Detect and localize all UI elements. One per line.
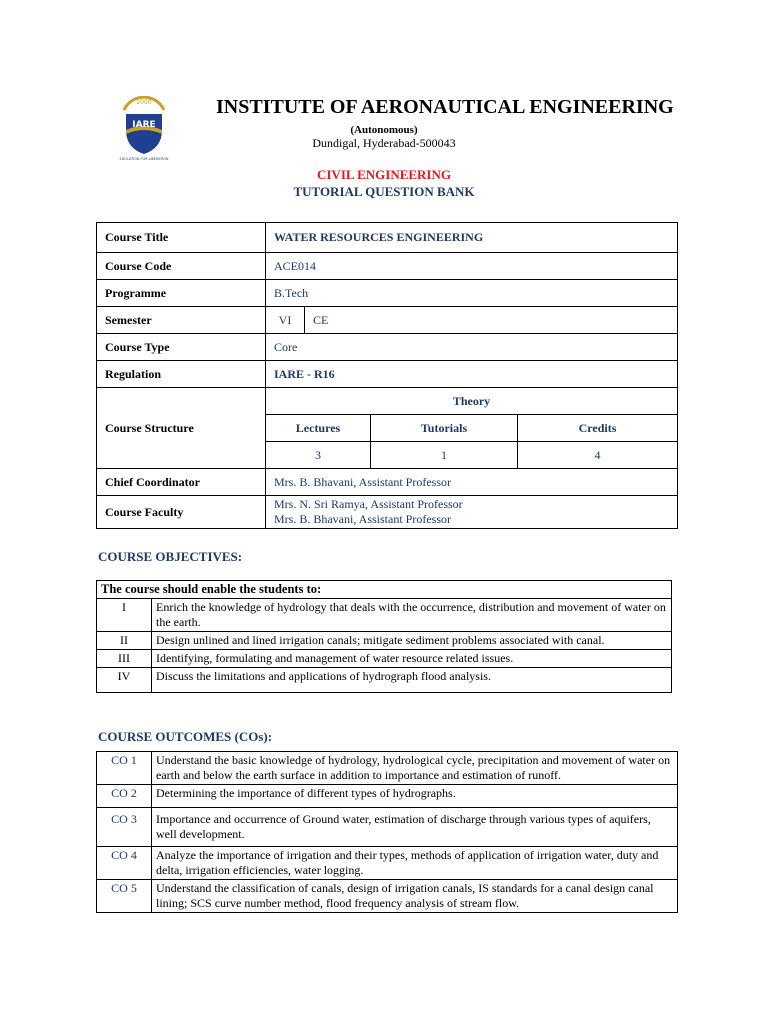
tutorials-value: 1 <box>371 442 518 469</box>
row-chief-coordinator <box>97 469 678 496</box>
outcome-number: CO 2 <box>97 785 152 808</box>
chief-coordinator-value: Mrs. B. Bhavani, Assistant Professor <box>266 469 678 496</box>
programme-value: B.Tech <box>266 280 678 307</box>
outcome-number: CO 5 <box>97 880 152 913</box>
course-structure-label: Course Structure <box>97 388 266 469</box>
logo-ring-bottom: EDUCATION FOR LIBERATION <box>119 157 169 161</box>
objective-number: II <box>97 632 152 650</box>
course-info-table <box>96 222 678 529</box>
course-code-value: ACE014 <box>266 253 678 280</box>
objective-number: I <box>97 599 152 632</box>
row-course-title <box>97 223 678 253</box>
outcome-row <box>97 752 678 785</box>
objectives-table <box>96 580 672 693</box>
objective-text: Design unlined and lined irrigation canals; mitigate sediment problems associated with canal. <box>152 632 672 650</box>
objective-text: Identifying, formulating and management of water resource related issues. <box>152 650 672 668</box>
logo-ring-top: 2000 <box>136 99 152 106</box>
document-title: TUTORIAL QUESTION BANK <box>293 184 475 199</box>
semester-cell <box>266 307 678 334</box>
objective-number: III <box>97 650 152 668</box>
outcome-number: CO 1 <box>97 752 152 785</box>
outcome-text: Analyze the importance of irrigation and their types, methods of application of irrigation water, duty and delta, irrigation efficiencies, water logging. <box>152 847 678 880</box>
institute-address: Dundigal, Hyderabad-500043 <box>312 136 456 150</box>
tutorials-label: Tutorials <box>371 415 518 442</box>
outcomes-table <box>96 751 678 913</box>
objectives-intro: The course should enable the students to: <box>97 581 672 599</box>
objectives-header-row <box>97 581 672 599</box>
outcome-row <box>97 808 678 847</box>
objective-row <box>97 632 672 650</box>
faculty-member: Mrs. N. Sri Ramya, Assistant Professor <box>274 497 463 511</box>
objective-number: IV <box>97 668 152 693</box>
outcome-text: Determining the importance of different types of hydrographs. <box>152 785 678 808</box>
chief-coordinator-label: Chief Coordinator <box>97 469 266 496</box>
row-course-faculty <box>97 496 678 529</box>
institute-name: INSTITUTE OF AERONAUTICAL ENGINEERING <box>216 96 674 118</box>
lectures-value: 3 <box>266 442 371 469</box>
objective-row <box>97 650 672 668</box>
semester-label: Semester <box>97 307 266 334</box>
row-course-code <box>97 253 678 280</box>
objective-text: Discuss the limitations and applications of hydrograph flood analysis. <box>152 668 672 693</box>
department-title: CIVIL ENGINEERING <box>316 167 451 182</box>
row-course-structure <box>97 388 678 469</box>
row-course-type <box>97 334 678 361</box>
semester-inner <box>266 307 677 333</box>
objective-text: Enrich the knowledge of hydrology that deals with the occurrence, distribution and movement of water on the earth. <box>152 599 672 632</box>
outcomes-title: COURSE OUTCOMES (COs): <box>98 729 273 744</box>
document-header <box>0 90 768 210</box>
objective-row <box>97 668 672 693</box>
semester-value: VI <box>278 312 292 327</box>
course-faculty-label: Course Faculty <box>97 496 266 529</box>
faculty-member: Mrs. B. Bhavani, Assistant Professor <box>274 512 451 526</box>
regulation-value: IARE - R16 <box>266 361 678 388</box>
course-title-value: WATER RESOURCES ENGINEERING <box>266 223 678 253</box>
outcome-text: Understand the basic knowledge of hydrology, hydrological cycle, precipitation and movement of water on earth and below the earth surface in addition to importance and estimation of runoff. <box>152 752 678 785</box>
outcome-row <box>97 847 678 880</box>
regulation-label: Regulation <box>97 361 266 388</box>
course-title-label: Course Title <box>97 223 266 253</box>
row-regulation <box>97 361 678 388</box>
objectives-title: COURSE OBJECTIVES: <box>98 549 243 564</box>
lectures-label: Lectures <box>266 415 371 442</box>
logo-text: IARE <box>132 120 156 130</box>
course-code-label: Course Code <box>97 253 266 280</box>
structure-heading: Theory <box>452 393 491 408</box>
course-type-value: Core <box>266 334 678 361</box>
structure-inner <box>266 388 677 468</box>
row-semester <box>97 307 678 334</box>
outcome-text: Importance and occurrence of Ground water, estimation of discharge through various types of aquifers, well development. <box>152 808 678 847</box>
branch-value: CE <box>305 307 678 333</box>
autonomous-label: (Autonomous) <box>350 124 418 136</box>
credits-value: 4 <box>518 442 678 469</box>
outcome-row <box>97 880 678 913</box>
credits-label: Credits <box>518 415 678 442</box>
objective-row <box>97 599 672 632</box>
outcome-row <box>97 785 678 808</box>
programme-label: Programme <box>97 280 266 307</box>
row-programme <box>97 280 678 307</box>
outcome-number: CO 4 <box>97 847 152 880</box>
course-structure-cell <box>266 388 678 469</box>
course-type-label: Course Type <box>97 334 266 361</box>
outcome-number: CO 3 <box>97 808 152 847</box>
course-faculty-value <box>266 496 678 529</box>
outcome-text: Understand the classification of canals, design of irrigation canals, IS standards for a canal design canal lining; SCS curve number method, flood frequency analysis of stream flow. <box>152 880 678 913</box>
